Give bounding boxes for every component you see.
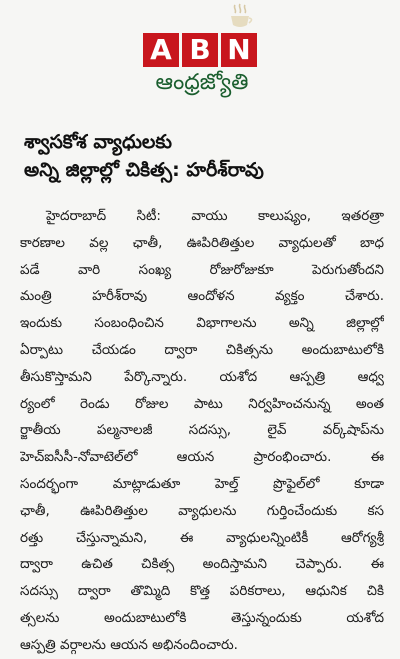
body-line: ఆస్పత్రి వర్గాలను ఆయన అభినందించారు. (20, 636, 238, 653)
body-line: ఛాతీ, ఊపిరితిత్తుల వ్యాధులను గుర్తించేందుకు కస (20, 502, 384, 519)
body-line: సందర్భంగా మాట్లాడుతూ హెల్త్ ప్రొఫైల్‌లో కూడా (20, 475, 384, 492)
body-line: హైదరాబాద్ సిటీ: వాయు కాలుష్యం, ఇతరత్రా (46, 208, 384, 224)
body-line: ఏర్పాటు చేయడం ద్వారా చికిత్సను అందుబాటులోకి (20, 341, 384, 358)
masthead (0, 0, 400, 110)
body-line: తీసుకొస్తామని పేర్కొన్నారు. యశోద ఆస్పత్రి ఆధ్వ (20, 368, 384, 385)
body-line: ఇందుకు సంబంధించిన విభాగాలను అన్ని జిల్లాల్లో (20, 315, 384, 332)
logo-letter-b: B (182, 33, 218, 67)
steaming-cup-icon (226, 2, 254, 30)
body-line: ర్జాతీయ పల్మనాలజీ సదస్సు, లైవ్ వర్క్‌షాప్‌ను (20, 422, 384, 439)
headline-line: శ్వాసకోశ వ్యాధులకు (24, 131, 172, 153)
body-line: త్సలను అందుబాటులోకి తెస్తున్నందుకు యశోద (20, 609, 384, 626)
body-line: హెచ్‌ఐసీసీ-నోవాటెల్‌లో ఆయన ప్రారంభించారు. ఈ (20, 449, 384, 466)
brand-name: ఆంధ్రజ్యోతి (155, 70, 249, 95)
body-line: కారణాల వల్ల ఛాతీ, ఊపిరితిత్తుల వ్యాధులతో బాధ (20, 234, 384, 251)
body-line: ద్వారా ఉచిత చికిత్స అందిస్తామని చెప్పారు. ఈ (20, 556, 384, 573)
body-line: రత్తు చేస్తున్నామని, ఈ వ్యాధులన్నింటికీ ఆరోగ్యశ్రీ (20, 529, 384, 546)
body-line: సదస్సు ద్వారా తొమ్మిది కొత్త పరికరాలు, ఆధునిక చికి (20, 583, 384, 600)
logo-letter-n: N (221, 33, 257, 67)
article-body (20, 203, 384, 659)
headline-line: అన్ని జిల్లాల్లో చికిత్స: హరీశ్‌రావు (24, 159, 264, 181)
body-line: ర్యంలో రెండు రోజుల పాటు నిర్వహించనున్న అంత (20, 395, 384, 412)
article-headline (24, 128, 384, 184)
body-line: మంత్రి హరీశ్‌రావు ఆందోళన వ్యక్తం చేశారు. (20, 288, 384, 305)
body-line: పడే వారి సంఖ్య రోజురోజుకూ పెరుగుతోందని (20, 261, 384, 278)
logo-letter-a: A (143, 33, 179, 67)
